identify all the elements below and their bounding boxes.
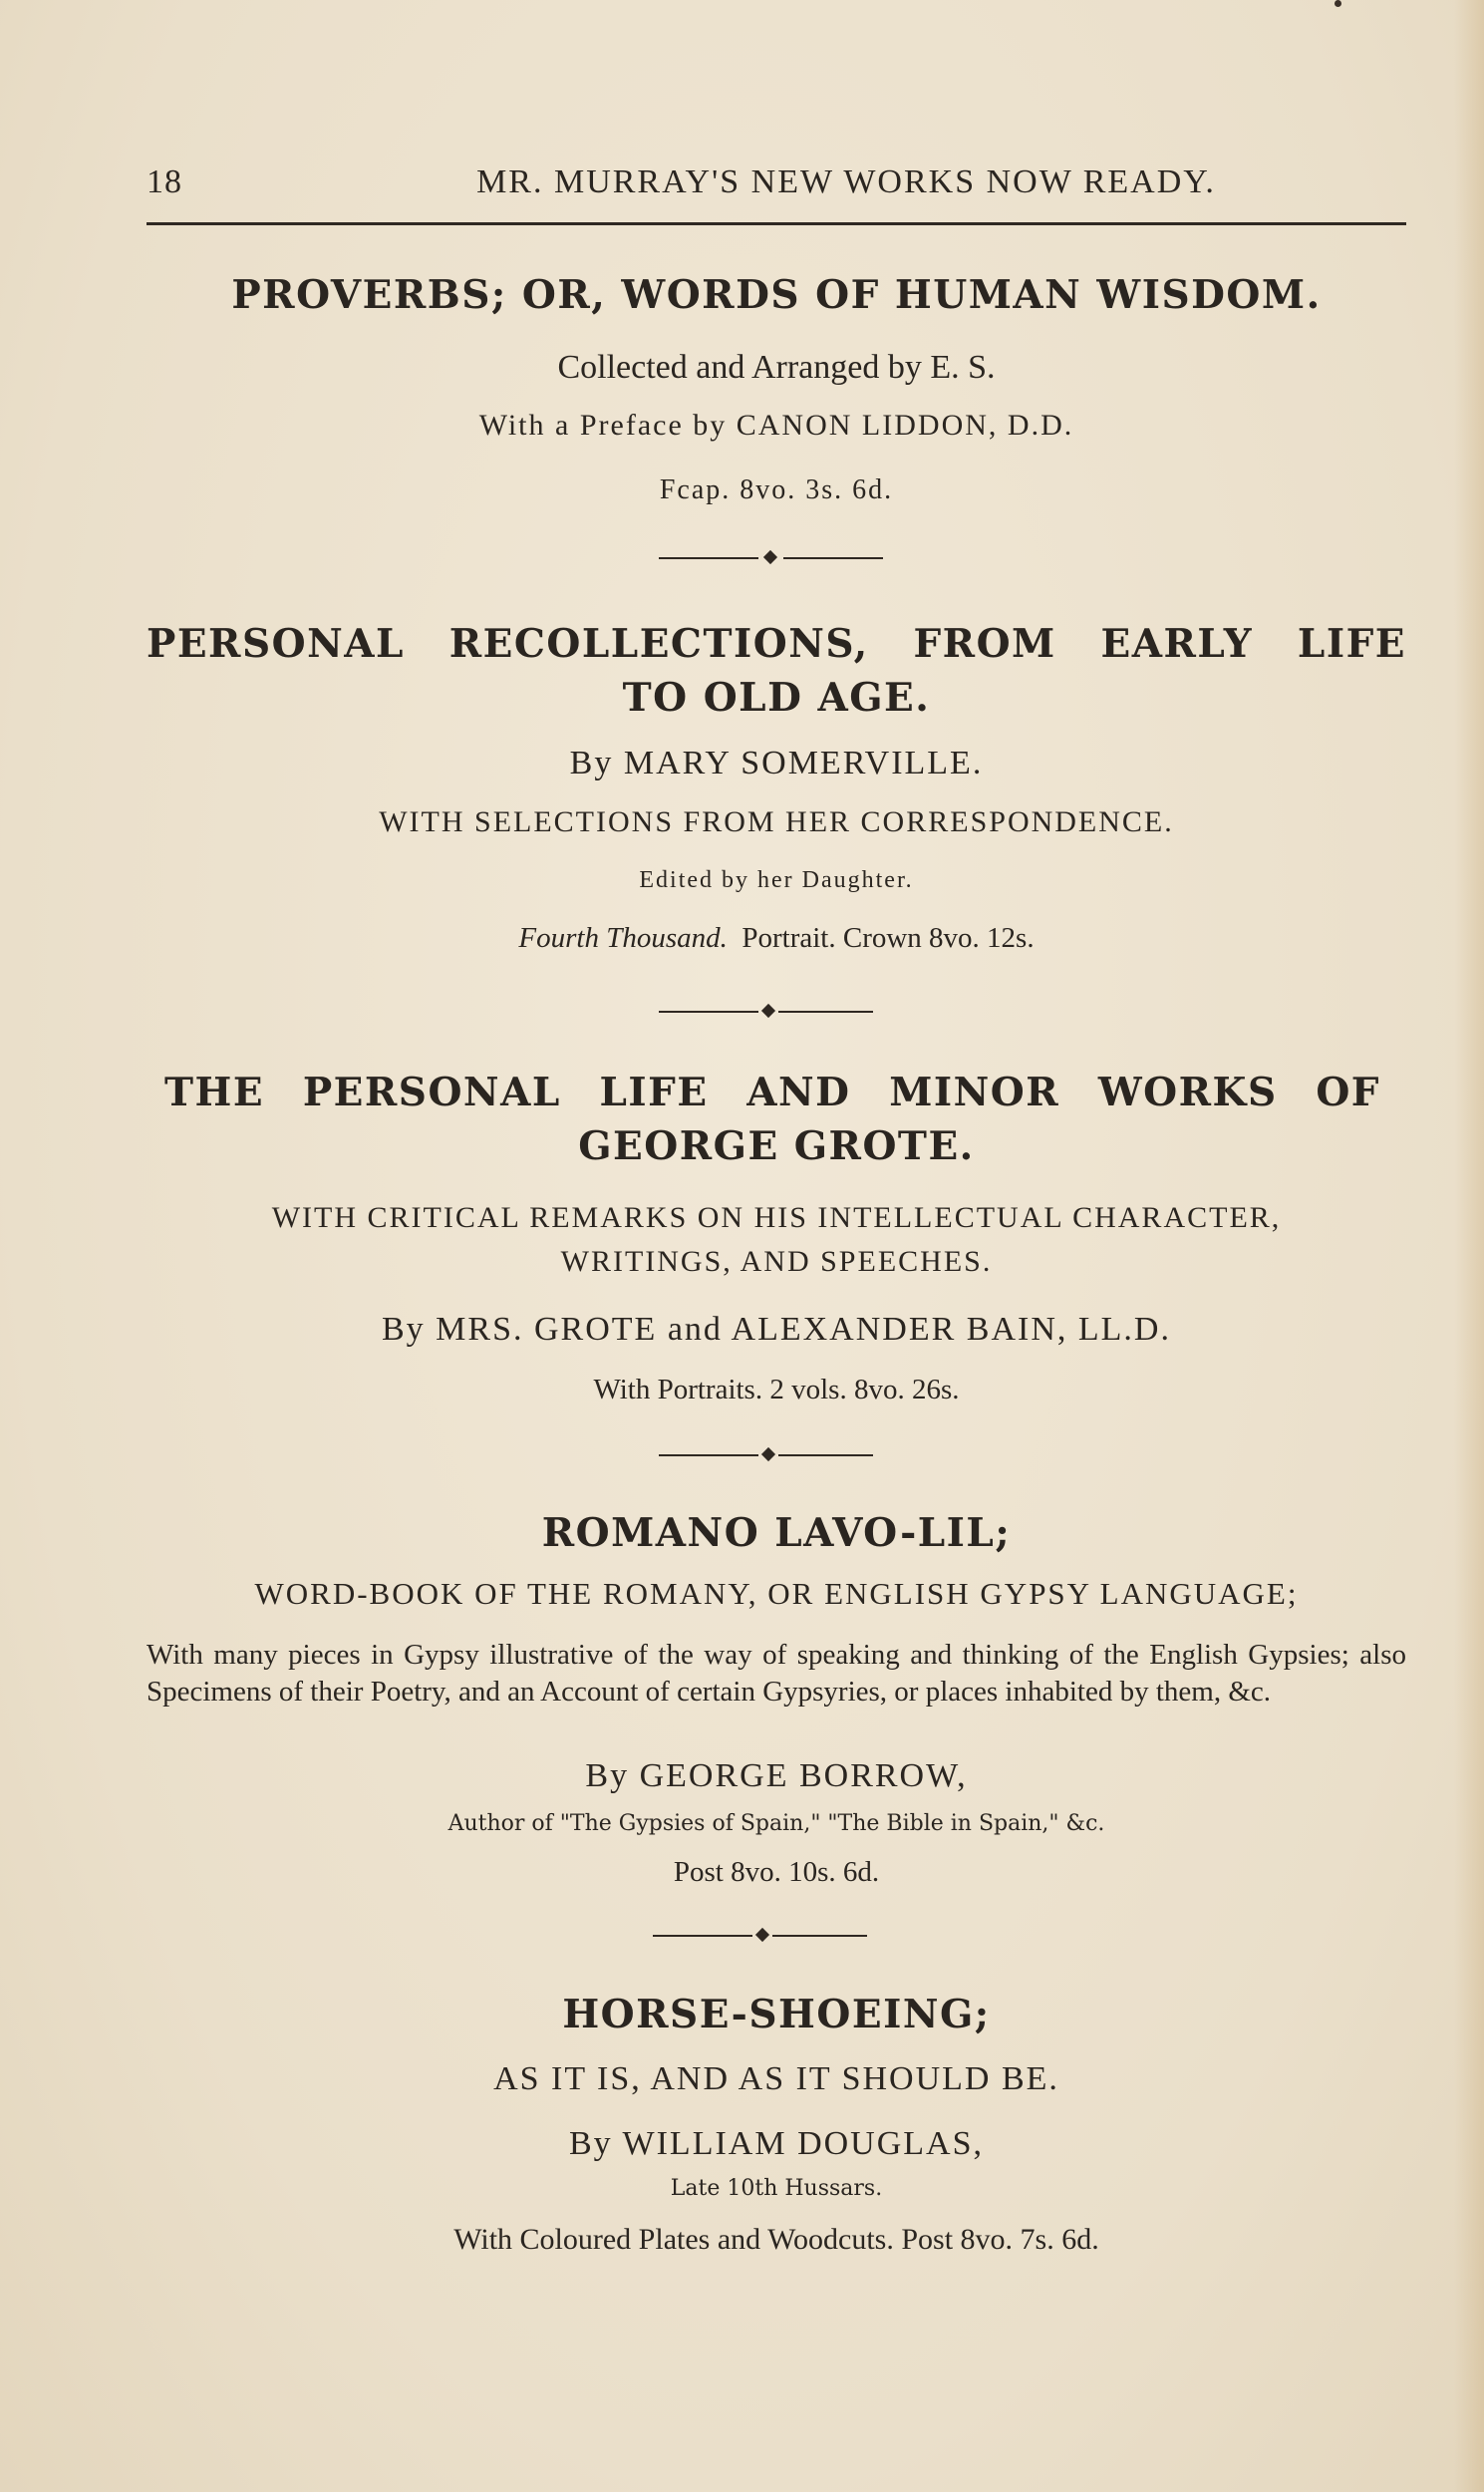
entry-author: By GEORGE BORROW,: [585, 1757, 968, 1794]
entry-author: By MRS. GROTE and ALEXANDER BAIN, LL.D.: [382, 1311, 1171, 1348]
entry-title-continued: TO OLD AGE.: [622, 675, 931, 721]
entry-title: HORSE-SHOEING;: [562, 1992, 991, 2037]
entry-description: With many pieces in Gypsy illustrative of the way of speaking and thinking of the English Gypsies; also Specimens of their Poetry, and an Account of certain Gypsyries, or places inhabited by them, &c.: [147, 1639, 1406, 1708]
entry-line: Edited by her Daughter.: [639, 867, 914, 893]
page-number: 18: [147, 163, 182, 200]
entry-line: Fcap. 8vo. 3s. 6d.: [659, 474, 894, 505]
entry-line: WORD-BOOK OF THE ROMANY, OR ENGLISH GYPSY LANGUAGE;: [254, 1576, 1299, 1611]
entry-title: PERSONAL RECOLLECTIONS, FROM EARLY LIFE: [147, 621, 1406, 667]
page-edge-shadow: [1454, 0, 1484, 2492]
entry-line: WRITINGS, AND SPEECHES.: [560, 1245, 993, 1278]
entry-price-line: With Coloured Plates and Woodcuts. Post 8vo. 7s. 6d.: [453, 2223, 1099, 2256]
ornament-divider: [653, 1929, 867, 1943]
entry-line: AS IT IS, AND AS IT SHOULD BE.: [493, 2060, 1059, 2097]
ornament-divider: [659, 1448, 873, 1462]
entry-price-line: With Portraits. 2 vols. 8vo. 26s.: [593, 1374, 960, 1405]
page-header: [147, 159, 1406, 209]
running-title: MR. MURRAY'S NEW WORKS NOW READY.: [476, 163, 1216, 200]
entry-line: Author of "The Gypsies of Spain," "The Bible in Spain," &c.: [447, 1811, 1105, 1836]
ornament-divider: [659, 1005, 873, 1019]
ink-speck: [1335, 0, 1341, 7]
entry-line: With a Preface by CANON LIDDON, D.D.: [478, 409, 1074, 442]
entry-title: PROVERBS; OR, WORDS OF HUMAN WISDOM.: [231, 272, 1322, 318]
entry-author: By WILLIAM DOUGLAS,: [568, 2125, 985, 2162]
entry-author: By MARY SOMERVILLE.: [569, 745, 984, 781]
entry-title: THE PERSONAL LIFE AND MINOR WORKS OF: [164, 1070, 1380, 1115]
entry-line: Collected and Arranged by E. S.: [557, 349, 996, 386]
entry-title: ROMANO LAVO-LIL;: [541, 1510, 1012, 1556]
entry-line: WITH CRITICAL REMARKS ON HIS INTELLECTUAL CHARACTER,: [271, 1201, 1282, 1234]
entry-line: WITH SELECTIONS FROM HER CORRESPONDENCE.: [379, 805, 1174, 838]
entry-price-line: [147, 922, 1406, 955]
entry-price-line: Post 8vo. 10s. 6d.: [673, 1856, 880, 1888]
entry-line: Late 10th Hussars.: [670, 2176, 883, 2201]
header-rule: [147, 222, 1406, 225]
format-price: Portrait. Crown 8vo. 12s.: [742, 922, 1035, 954]
edition-note: Fourth Thousand.: [518, 922, 728, 954]
ornament-divider: [659, 551, 883, 565]
entry-title-continued: GEORGE GROTE.: [578, 1123, 975, 1169]
